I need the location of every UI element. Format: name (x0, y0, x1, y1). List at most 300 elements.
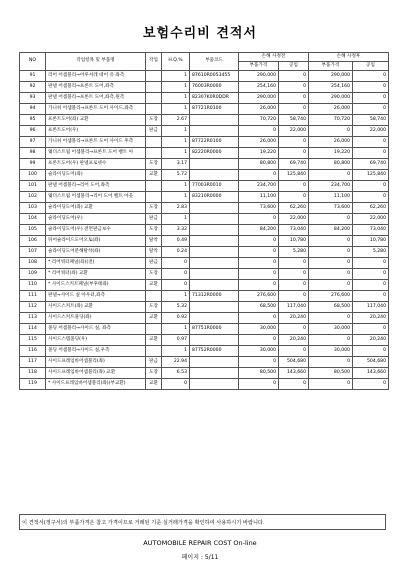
row-adjusted-parts: 68,500 (309, 302, 353, 313)
row-adjusted-parts: 0 (309, 258, 353, 269)
row-claim-parts: 70,720 (239, 115, 279, 126)
row-no: 99 (20, 159, 46, 170)
row-work-item: 판넬 어셈블리→리어 도어,좌측 (46, 181, 146, 192)
row-work-item: 슬라이딩도어(좌) 교환 (46, 203, 146, 214)
row-quantity: 1 (162, 346, 190, 357)
row-adjusted-labor: 0 (353, 280, 389, 291)
table-row (20, 214, 389, 225)
row-no: 98 (20, 148, 46, 159)
table-row (20, 192, 389, 203)
row-adjusted-parts: 0 (309, 247, 353, 258)
row-claim-parts: 254,160 (239, 82, 279, 93)
row-quantity: 0.49 (162, 236, 190, 247)
row-work-code: 교환 (146, 335, 162, 346)
row-no: 107 (20, 247, 46, 258)
row-no: 104 (20, 214, 46, 225)
row-quantity: 1 (162, 126, 190, 137)
row-work-code: 도장 (146, 302, 162, 313)
row-claim-labor: 20,240 (279, 335, 309, 346)
row-adjusted-labor: 0 (353, 379, 389, 390)
row-quantity: 0.97 (162, 335, 190, 346)
table-row (20, 225, 389, 236)
table-row (20, 247, 389, 258)
row-claim-labor: 22,000 (279, 126, 309, 137)
row-quantity: 6.53 (162, 368, 190, 379)
row-no: 97 (20, 137, 46, 148)
header-quantity: H.Q.% (162, 53, 190, 71)
row-part-code (190, 203, 239, 214)
row-work-item: 슬라이딩도어분해탈착(좌) (46, 247, 146, 258)
row-quantity: 0.92 (162, 313, 190, 324)
row-work-item: 사이드스텝몰딩(우) (46, 335, 146, 346)
table-row (20, 368, 389, 379)
row-claim-labor: 0 (279, 346, 309, 357)
row-work-code (146, 192, 162, 203)
row-claim-labor: 73,040 (279, 225, 309, 236)
row-no: 106 (20, 236, 46, 247)
row-claim-parts: 0 (239, 335, 279, 346)
header-claim-parts: 부품가격 (239, 62, 279, 71)
row-no: 96 (20, 126, 46, 137)
row-claim-parts: 0 (239, 280, 279, 291)
row-no: 111 (20, 291, 46, 302)
row-part-code (190, 357, 239, 368)
estimate-table (19, 52, 389, 390)
row-work-code (146, 93, 162, 104)
row-adjusted-labor: 504,680 (353, 357, 389, 368)
row-claim-parts: 0 (239, 313, 279, 324)
row-claim-labor: 20,240 (279, 313, 309, 324)
row-adjusted-parts: 0 (309, 379, 353, 390)
row-claim-parts: 84,200 (239, 225, 279, 236)
row-claim-labor: 0 (279, 181, 309, 192)
table-row (20, 104, 389, 115)
row-quantity: 0 (162, 280, 190, 291)
row-work-item: 사이드프레임바어셈블리(좌) 교환 (46, 368, 146, 379)
row-adjusted-parts: 290,000 (309, 93, 353, 104)
row-adjusted-parts: 0 (309, 214, 353, 225)
row-work-item: 몰딩 어셈블리→사이드 실, 좌측 (46, 324, 146, 335)
row-claim-parts: 19,220 (239, 148, 279, 159)
row-work-item: * 사이드스커트패널(부후태좌) (46, 280, 146, 291)
row-claim-labor: 58,740 (279, 115, 309, 126)
row-adjusted-parts: 84,200 (309, 225, 353, 236)
row-claim-parts: 68,500 (239, 302, 279, 313)
table-row (20, 126, 389, 137)
row-adjusted-parts: 26,000 (309, 104, 353, 115)
row-part-code: 87751R0000 (190, 324, 239, 335)
row-no: 118 (20, 368, 46, 379)
row-work-item: 사이드스커트몰딩(좌) (46, 313, 146, 324)
row-no: 115 (20, 335, 46, 346)
row-no: 110 (20, 280, 46, 291)
row-claim-labor: 0 (279, 379, 309, 390)
row-adjusted-labor: 22,000 (353, 126, 389, 137)
row-adjusted-parts: 0 (309, 269, 353, 280)
row-quantity: 1 (162, 71, 190, 82)
row-claim-labor: 0 (279, 148, 309, 159)
row-work-code: 도장 (146, 203, 162, 214)
row-work-code: 도장 (146, 225, 162, 236)
table-row (20, 170, 389, 181)
row-part-code: 71312R0000 (190, 291, 239, 302)
row-part-code: 83210R0000 (190, 192, 239, 203)
row-part-code (190, 126, 239, 137)
header-work-item: 작업항목 및 부품명 (46, 53, 146, 71)
row-quantity: 22.94 (162, 357, 190, 368)
row-claim-labor: 0 (279, 71, 309, 82)
row-work-item: * 사이드프레임바어셈블리(좌)(부교환) (46, 379, 146, 390)
row-claim-labor: 125,840 (279, 170, 309, 181)
row-adjusted-labor: 5,280 (353, 247, 389, 258)
row-quantity: 3.17 (162, 159, 190, 170)
row-claim-parts: 73,600 (239, 203, 279, 214)
row-claim-labor: 0 (279, 324, 309, 335)
row-no: 94 (20, 104, 46, 115)
row-work-code (146, 181, 162, 192)
row-claim-labor: 10,780 (279, 236, 309, 247)
row-work-item: 판넬 어셈블리→프론트 도어,좌측 (46, 82, 146, 93)
row-claim-labor: 0 (279, 291, 309, 302)
header-adjusted-parts: 부품가격 (309, 62, 353, 71)
row-claim-labor: 0 (279, 280, 309, 291)
row-adjusted-labor: 0 (353, 181, 389, 192)
row-part-code: 87721R0100 (190, 104, 239, 115)
row-work-item: 웨더스트립 어셈블리→리어 도어 벨트 아웃 (46, 192, 146, 203)
row-claim-labor: 0 (279, 104, 309, 115)
row-work-code: 판금 (146, 126, 162, 137)
row-work-item: 웨더스트립 어셈블리→프론트 도어 벨트 아 (46, 148, 146, 159)
row-claim-parts: 0 (239, 126, 279, 137)
row-work-item: 판넬→사이드 실 아우터,좌측 (46, 291, 146, 302)
row-quantity: 1 (162, 214, 190, 225)
row-work-code: 도장 (146, 159, 162, 170)
row-adjusted-labor: 0 (353, 291, 389, 302)
row-quantity: 1 (162, 192, 190, 203)
row-quantity: 1 (162, 181, 190, 192)
row-part-code: 87610R0053455 (190, 71, 239, 82)
row-adjusted-parts: 26,000 (309, 137, 353, 148)
row-part-code (190, 368, 239, 379)
table-row (20, 137, 389, 148)
row-quantity: 5.32 (162, 302, 190, 313)
row-claim-parts: 11,100 (239, 192, 279, 203)
row-adjusted-labor: 20,240 (353, 313, 389, 324)
row-quantity: 0 (162, 379, 190, 390)
row-work-item: 리어 어셈블리→어루셔레 대어 유 좌측 (46, 71, 146, 82)
row-part-code: 82220R0000 (190, 148, 239, 159)
row-claim-parts: 0 (239, 258, 279, 269)
row-part-code: 77003R0010 (190, 181, 239, 192)
row-work-code: 도장 (146, 115, 162, 126)
table-row (20, 302, 389, 313)
row-adjusted-labor: 117,040 (353, 302, 389, 313)
row-work-code (146, 291, 162, 302)
row-no: 100 (20, 170, 46, 181)
row-claim-parts: 30,000 (239, 324, 279, 335)
row-adjusted-parts: 30,000 (309, 346, 353, 357)
row-claim-labor: 22,000 (279, 214, 309, 225)
header-adjusted-group: 손해 사정후 (309, 53, 389, 62)
table-row (20, 115, 389, 126)
row-work-item: * 리어쿼터(좌) 교환 (46, 269, 146, 280)
row-claim-labor: 0 (279, 137, 309, 148)
row-work-item: 프론트도어(우) 판넬프로넷수 (46, 159, 146, 170)
row-quantity: 2.83 (162, 203, 190, 214)
row-claim-parts: 276,600 (239, 291, 279, 302)
row-quantity: 1 (162, 137, 190, 148)
row-part-code (190, 170, 239, 181)
row-quantity: 3.32 (162, 225, 190, 236)
row-adjusted-labor: 58,740 (353, 115, 389, 126)
table-row (20, 357, 389, 368)
row-adjusted-labor: 0 (353, 137, 389, 148)
row-part-code (190, 302, 239, 313)
row-claim-parts: 290,000 (239, 71, 279, 82)
row-adjusted-parts: 80,500 (309, 368, 353, 379)
header-claim-labor: 공임 (279, 62, 309, 71)
row-work-code: 교환 (146, 313, 162, 324)
row-work-item: 슬라이딩도어(좌) (46, 170, 146, 181)
row-work-item: 가니쉬 어셈블리→프론트 도어 사이드,좌측 (46, 104, 146, 115)
row-adjusted-labor: 125,840 (353, 170, 389, 181)
row-claim-parts: 30,000 (239, 346, 279, 357)
footer-page-number: 페이지 : 5/11 (181, 554, 219, 561)
row-adjusted-labor: 0 (353, 148, 389, 159)
row-quantity: 0 (162, 258, 190, 269)
row-no: 102 (20, 192, 46, 203)
row-work-item: * 리어쿼터패널(좌)(전) (46, 258, 146, 269)
row-adjusted-labor: 0 (353, 346, 389, 357)
row-adjusted-parts: 276,600 (309, 291, 353, 302)
row-claim-labor: 117,040 (279, 302, 309, 313)
row-adjusted-parts: 254,160 (309, 82, 353, 93)
row-adjusted-labor: 0 (353, 82, 389, 93)
row-part-code (190, 335, 239, 346)
table-row (20, 71, 389, 82)
row-work-code: 교환 (146, 170, 162, 181)
row-claim-labor: 69,740 (279, 159, 309, 170)
row-adjusted-labor: 0 (353, 93, 389, 104)
row-adjusted-labor: 0 (353, 104, 389, 115)
row-part-code (190, 214, 239, 225)
row-part-code (190, 236, 239, 247)
row-no: 119 (20, 379, 46, 390)
row-quantity: 1 (162, 82, 190, 93)
row-claim-parts: 0 (239, 247, 279, 258)
row-adjusted-labor: 10,780 (353, 236, 389, 247)
row-part-code: 87722R0100 (190, 137, 239, 148)
row-part-code (190, 225, 239, 236)
row-adjusted-labor: 0 (353, 192, 389, 203)
header-claim-group: 손해 사정전 (239, 53, 309, 62)
row-adjusted-parts: 80,800 (309, 159, 353, 170)
table-row (20, 280, 389, 291)
row-work-code (146, 137, 162, 148)
row-adjusted-parts: 0 (309, 170, 353, 181)
row-no: 105 (20, 225, 46, 236)
row-quantity: 1 (162, 104, 190, 115)
row-work-code (146, 104, 162, 115)
table-row (20, 159, 389, 170)
row-adjusted-labor: 0 (353, 71, 389, 82)
row-work-code: 도장 (146, 368, 162, 379)
row-work-code (146, 71, 162, 82)
row-claim-parts: 0 (239, 214, 279, 225)
row-quantity: 0.24 (162, 247, 190, 258)
row-part-code (190, 258, 239, 269)
header-adjusted-labor: 공임 (353, 62, 389, 71)
price-disclaimer: 이 견적서(정구서)의 부품가격은 참고 가격이므로 거래된 기준 실거래가격을 확인하여 사용하시기 바랍니다. (19, 514, 386, 530)
row-no: 113 (20, 313, 46, 324)
row-adjusted-parts: 290,000 (309, 71, 353, 82)
table-row (20, 324, 389, 335)
row-no: 112 (20, 302, 46, 313)
row-claim-parts: 0 (239, 170, 279, 181)
table-row (20, 93, 389, 104)
row-part-code (190, 379, 239, 390)
table-row (20, 148, 389, 159)
row-adjusted-parts: 0 (309, 335, 353, 346)
row-adjusted-parts: 30,000 (309, 324, 353, 335)
row-part-code (190, 115, 239, 126)
row-no: 109 (20, 269, 46, 280)
row-adjusted-labor: 0 (353, 324, 389, 335)
row-adjusted-parts: 11,100 (309, 192, 353, 203)
row-adjusted-labor: 143,660 (353, 368, 389, 379)
row-no: 101 (20, 181, 46, 192)
row-part-code (190, 269, 239, 280)
row-work-item: 판넬 어셈블리→프론트 도어,좌측,원측 (46, 93, 146, 104)
row-work-item: 프론트도어(우) (46, 126, 146, 137)
row-no: 108 (20, 258, 46, 269)
row-claim-labor: 0 (279, 269, 309, 280)
row-quantity: 5.72 (162, 170, 190, 181)
row-claim-parts: 26,000 (239, 137, 279, 148)
footer-brand: AUTOMOBILE REPAIR COST On-line (143, 539, 257, 547)
header-part-code: 부품코드 (190, 53, 239, 71)
row-claim-parts: 0 (239, 236, 279, 247)
estimate-rows (20, 71, 389, 390)
row-quantity: 1 (162, 291, 190, 302)
header-no: NO (20, 53, 46, 71)
row-claim-parts: 0 (239, 357, 279, 368)
table-row (20, 82, 389, 93)
row-claim-parts: 80,800 (239, 159, 279, 170)
row-claim-labor: 62,260 (279, 203, 309, 214)
row-adjusted-labor: 69,740 (353, 159, 389, 170)
row-work-item: 뒤어슬라이드도어오토(좌) (46, 236, 146, 247)
row-work-code: 도장 (146, 269, 162, 280)
row-work-code: 탈착 (146, 236, 162, 247)
row-work-item: 프론트도어(좌) 교환 (46, 115, 146, 126)
row-claim-labor: 0 (279, 82, 309, 93)
row-work-code: 판금 (146, 357, 162, 368)
row-no: 92 (20, 82, 46, 93)
row-claim-labor: 504,680 (279, 357, 309, 368)
table-row (20, 236, 389, 247)
table-row (20, 181, 389, 192)
row-work-code (146, 148, 162, 159)
row-adjusted-parts: 0 (309, 357, 353, 368)
row-part-code (190, 247, 239, 258)
row-claim-parts: 234,700 (239, 181, 279, 192)
header-work-code: 작업 (146, 53, 162, 71)
row-no: 103 (20, 203, 46, 214)
table-row (20, 203, 389, 214)
row-work-code: 교환 (146, 379, 162, 390)
table-row (20, 313, 389, 324)
row-no: 93 (20, 93, 46, 104)
row-quantity: 0 (162, 269, 190, 280)
table-row (20, 269, 389, 280)
table-row (20, 379, 389, 390)
row-adjusted-labor: 62,260 (353, 203, 389, 214)
table-row (20, 291, 389, 302)
row-no: 116 (20, 346, 46, 357)
row-claim-parts: 290,000 (239, 93, 279, 104)
row-work-item: 슬라이딩도어(우) 전면판금보수 (46, 225, 146, 236)
row-work-item: 사이드스커트(좌) 교환 (46, 302, 146, 313)
row-claim-labor: 5,280 (279, 247, 309, 258)
row-part-code (190, 159, 239, 170)
row-work-code: 판금 (146, 214, 162, 225)
row-adjusted-parts: 0 (309, 126, 353, 137)
row-work-code: 교환 (146, 280, 162, 291)
row-no: 95 (20, 115, 46, 126)
row-adjusted-parts: 70,720 (309, 115, 353, 126)
row-adjusted-parts: 0 (309, 280, 353, 291)
row-part-code: 87752R0000 (190, 346, 239, 357)
row-adjusted-labor: 0 (353, 269, 389, 280)
row-work-code (146, 346, 162, 357)
row-part-code: 76003R0000 (190, 82, 239, 93)
row-work-code (146, 324, 162, 335)
row-quantity: 1 (162, 93, 190, 104)
table-row (20, 346, 389, 357)
row-adjusted-parts: 234,700 (309, 181, 353, 192)
row-quantity: 2.67 (162, 115, 190, 126)
row-adjusted-labor: 0 (353, 258, 389, 269)
row-adjusted-parts: 73,600 (309, 203, 353, 214)
row-work-code (146, 82, 162, 93)
row-work-code: 탈착 (146, 247, 162, 258)
row-quantity: 1 (162, 148, 190, 159)
row-work-item: 가니쉬 어셈블리→프론트 도어 사이드 후측 (46, 137, 146, 148)
row-claim-labor: 0 (279, 93, 309, 104)
row-claim-parts: 0 (239, 379, 279, 390)
table-row (20, 335, 389, 346)
row-claim-parts: 26,000 (239, 104, 279, 115)
row-claim-parts: 0 (239, 269, 279, 280)
row-part-code: 82307K0R0DDR (190, 93, 239, 104)
row-adjusted-parts: 19,220 (309, 148, 353, 159)
row-adjusted-labor: 73,040 (353, 225, 389, 236)
row-no: 91 (20, 71, 46, 82)
row-claim-labor: 143,660 (279, 368, 309, 379)
row-work-item: 몰딩 어셈블리→사이드 실,우측 (46, 346, 146, 357)
row-work-item: 사이드프레임바어셈블리(좌) (46, 357, 146, 368)
row-quantity: 1 (162, 324, 190, 335)
row-part-code (190, 313, 239, 324)
row-no: 117 (20, 357, 46, 368)
page-title: 보험수리비 견적서 (143, 26, 257, 41)
row-claim-labor: 0 (279, 192, 309, 203)
row-adjusted-labor: 22,000 (353, 214, 389, 225)
row-work-code: 판금 (146, 258, 162, 269)
row-work-item: 슬라이딩도어(우) (46, 214, 146, 225)
row-part-code (190, 280, 239, 291)
